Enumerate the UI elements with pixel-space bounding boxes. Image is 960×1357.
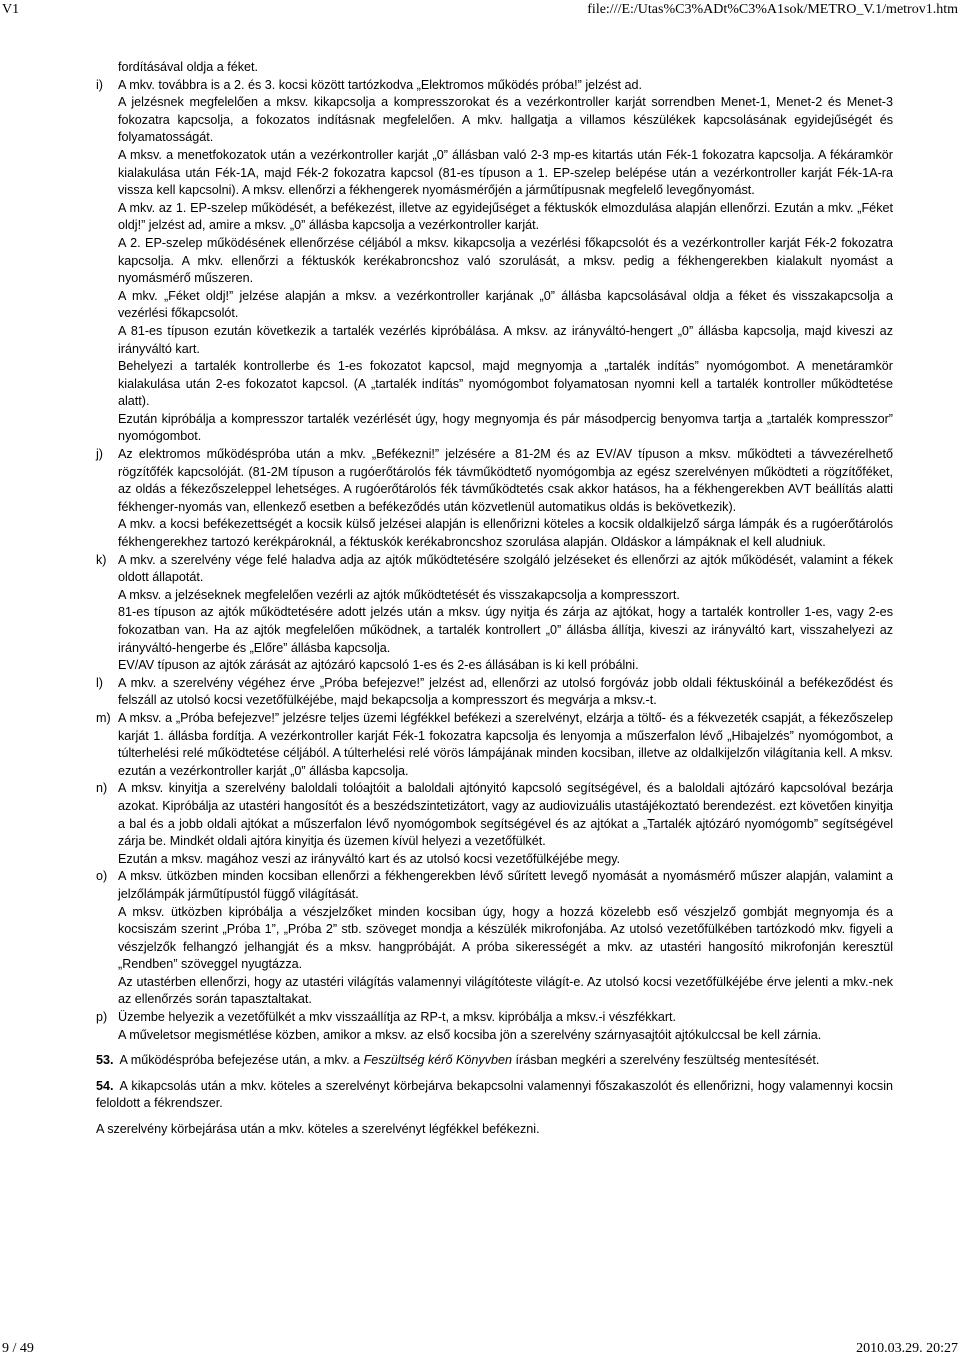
list-text: A mksv. kinyitja a szerelvény baloldali tolóajtóit a baloldali ajtónyitó kapcsoló segítségével, és a baloldali ajtózáró kapcsolóval bezárja azokat. Kipróbálja az utastéri hangosítót és a beszédszintetizátort, vagy az audiovizuális utastájékoztató berendezést. ezt követően kinyitja a bal és a jobb oldali ajtókat a műszerfalon lévő nyomógombok segítségével és az ajtókat a „Tartalék ajtózáró nyomógomb” segítségével zárja be. Mindkét oldali ajtóra kinyitja és üzemen kívül helyezi a vezetőfülkét. <box>118 781 893 849</box>
paragraph: A 2. EP-szelep működésének ellenőrzése céljából a mksv. kikapcsolja a vezérlési főkapcsolót és a vezérkontroller karját Fék-2 fokozatra kapcsolja. A mkv. ellenőrzi a féktuskók kerékabroncshoz való szorulását, a mksv. pedig a fékhengerekben kialakult nyomást a nyomásmérő műszeren. <box>118 235 893 286</box>
paragraph: Ezután a mksv. magához veszi az irányváltó kart és az utolsó kocsi vezetőfülkéjébe megy. <box>118 851 621 866</box>
numbered-section-53 <box>96 1052 893 1070</box>
print-datetime: 2010.03.29. 20:27 <box>856 1341 958 1356</box>
list-text: A mkv. továbbra is a 2. és 3. kocsi között tartózkodva „Elektromos működés próba!” jelzést ad. <box>118 77 643 92</box>
list-item-k <box>96 552 893 587</box>
section-text: A kikapcsolás után a mkv. köteles a szerelvényt körbejárva bekapcsolni valamennyi főszakaszolót és ellenőrizni, hogy valamennyi kocsin feloldott a fékrendszer. <box>96 1078 893 1111</box>
list-text: A mkv. a szerelvény végéhez érve „Próba befejezve!” jelzést ad, ellenőrzi az utolsó forgóváz jobb oldali féktuskóinál a befékeződést és felszáll az utolsó kocsi vezetőfülkéjébe, majd bekapcsolja a kompresszort és megvárja a mksv.-t. <box>118 675 893 708</box>
list-item-l <box>96 675 893 710</box>
list-text: A mkv. a szerelvény vége felé haladva adja az ajtók működtetésére szolgáló jelzéseket és ellenőrzi az ajtók működését, valamint a fékek oldott állapotát. <box>118 552 893 585</box>
paragraph: 81-es típuson az ajtók működtetésére adott jelzés után a mksv. úgy nyitja és zárja az ajtókat, hogy a tartalék kontroller 1-es, vagy 2-es fokozatban van. Ha az ajtók megfelelően működnek, a tartalék kontrollert „0” állásba állítja, kiveszi az irányváltó kart, visszahelyezi az irányváltó-hengerbe és „Előre” állásba kapcsolja. <box>118 605 893 655</box>
section-text: A működéspróba befejezése után, a mkv. a <box>119 1053 364 1068</box>
paragraph: EV/AV típuson az ajtók zárását az ajtózáró kapcsoló 1-es és 2-es állásában is ki kell próbálni. <box>118 658 639 673</box>
paragraph: A szerelvény körbejárása után a mkv. köteles a szerelvényt légfékkel befékezni. <box>96 1122 540 1137</box>
browser-print-footer <box>0 1341 960 1357</box>
section-emphasis: Feszültség kérő Könyvben <box>363 1053 513 1068</box>
page-number: 9 / 49 <box>2 1341 34 1356</box>
paragraph: A 81-es típuson ezután következik a tartalék vezérlés kipróbálása. A mksv. az irányváltó-hengert „0” állásba kapcsolja, majd kiveszi az irányváltó kart. <box>118 323 893 356</box>
list-item-n <box>96 780 893 850</box>
paragraph: fordításával oldja a féket. <box>118 60 259 74</box>
paragraph: A mkv. „Féket oldj!” jelzése alapján a mksv. a vezérkontroller karjának „0” állásba kapcsolásával oldja a féket és visszakapcsolja a vezérlési főkapcsolót. <box>118 288 893 321</box>
list-label: n) <box>96 781 108 796</box>
paragraph: Az utastérben ellenőrzi, hogy az utastéri világítás valamennyi világítótestе világít-e. Az utolsó kocsi vezetőfülkéjébe érve jelenti a mkv.-nek az ellenőrzés során tapasztaltakat. <box>118 974 893 1007</box>
list-text: A mksv. ütközben minden kocsiban ellenőrzi a fékhengerekben lévő sűrített levegő nyomását a nyomásmérő műszer alapján, valamint a jelzőlámpák járműtípustól függő világítását. <box>118 869 893 901</box>
list-item-m <box>96 710 893 780</box>
browser-print-header <box>0 2 960 22</box>
list-label: m) <box>96 710 111 725</box>
paragraph: Ezután kipróbálja a kompresszor tartalék vezérlését úgy, hogy megnyomja és pár másodpercig benyomva tartja a „tartalék kompresszor” nyomógombot. <box>118 411 893 444</box>
list-label: o) <box>96 869 108 884</box>
list-label: j) <box>96 447 103 462</box>
list-text: A mksv. a „Próba befejezve!” jelzésre teljes üzemi légfékkel befékezi a szerelvényt, elzárja a töltő- és a fékvezeték csapját, a fékezőszelep karját 1. állásba fordítja. A vezérkontroller karját Fék-1 fokozatra kapcsolja és lenyomja a műszerfalon lévő „Hibajelzés” nyomógombot, a túlterhelési relé működtetése céljából. A túlterhelési relé vörös lámpájának minden kocsiban, illetve az oldalkijelzőn világítania kell. A mksv. ezután a vezérkontroller karját „0” állásba kapcsolja. <box>118 710 893 778</box>
list-text: Az elektromos működéspróba után a mkv. „Befékezni!” jelzésére a 81-2M és az EV/AV típuson a mksv. működteti a távvezérelhető rögzítőfék kapcsolóját. (81-2M típuson a rugóerőtárolós fék távműködtető nyomógombja az egész szerelvényen működteti a rögzítőféket, az oldás a fékezőszeleppel lehetséges. A rugóerőtárolós fék távműködtetés csak akkor hatásos, ha a fékhengerekben AVT beállítás alatti fékhenger-nyomás van, ellenkező esetben a befékeződés után közvetlenül automatikus oldás is bekövetkezik). <box>118 447 893 514</box>
header-title: V1 <box>2 2 20 17</box>
list-label: p) <box>96 1010 108 1025</box>
list-label: i) <box>96 77 103 92</box>
paragraph: A mkv. a kocsi befékezettségét a kocsik külső jelzései alapján is ellenőrizni köteles a kocsik oldalkijelző sárga lámpák és a rugóerőtárolós fékhengerekhez tartozó kerékpároknál, a féktuskók kerékabroncshoz szorulása alapján. Oldáskor a lámpáknak el kell aludniuk. <box>118 517 893 550</box>
section-number: 53. <box>96 1053 114 1068</box>
list-item-i <box>96 77 893 95</box>
paragraph: A műveletsor megismétlése közben, amikor a mksv. az első kocsiba jön a szerelvény szárnyasajtóit ajtókulccsal be kell zárnia. <box>118 1027 822 1042</box>
paragraph: A mksv. a menetfokozatok után a vezérkontroller karját „0” állásban való 2-3 mp-es kitartás után Fék-1 fokozatra kapcsolja. A fékáramkör kialakulása után Fék-1A, majd Fék-2 fokozatra kapcsol (81-es típuson a 1. EP-szelep belépése után a vezérkontroller karját Fék-1A-ra vissza kell kapcsolni). A mksv. ellenőrzi a fékhengerek nyomásmérőjén a járműtípusnak megfelelő levegőnyomást. <box>118 147 893 198</box>
paragraph: A mksv. a jelzéseknek megfelelően vezérli az ajtók működtetését és visszakapcsolja a kompresszort. <box>118 587 680 602</box>
paragraph: Behelyezi a tartalék kontrollerbe és 1-es fokozatot kapcsol, majd megnyomja a „tartalék indítás” nyomógombot. A menetáramkör kialakulása után 2-es fokozatot kapcsol. (A „tartalék indítás” nyomógombot folyamatosan nyomni kell a tartalék kontroller működtetése alatt). <box>118 359 893 409</box>
list-item-o <box>96 868 893 903</box>
list-text: Üzembe helyezik a vezetőfülkét a mkv visszaállítja az RP-t, a mksv. kipróbálja a mksv.-i vészfékkart. <box>118 1010 677 1025</box>
list-label: k) <box>96 552 107 567</box>
list-item-p <box>96 1009 893 1027</box>
paragraph: A mksv. ütközben kipróbálja a vészjelzőket minden kocsiban úgy, hogy a hozzá közelebb eső vészjelző gombját megnyomja és a kocsiszám szerint „Próba 1”, „Próba 2” stb. szöveget mondja a készülék mikrofonjába. Az utolsó vezetőfülkében tartózkodó mkv. figyeli a vészjelzők felhangzó jelhangját és a mksv. hangpróbáját. A próba sikerességét a mkv. az utastéri hangosító mikrofonján keresztül „Rendben” szöveggel nyugtázza. <box>118 904 893 972</box>
paragraph: A mkv. az 1. EP-szelep működését, a befékezést, illetve az egyidejűséget a féktuskók elmozdulása alapján ellenőrzi. Ezután a mkv. „Féket oldj!” jelzést ad, amire a mksv. „0” állásba kapcsolja a vezérkontroller karját. <box>118 200 893 233</box>
document-body <box>96 59 893 1139</box>
numbered-section-54 <box>96 1078 893 1113</box>
section-number: 54. <box>96 1078 114 1093</box>
header-url: file:///E:/Utas%C3%ADt%C3%A1sok/METRO_V.1/metrov1.htm <box>587 2 958 17</box>
paragraph: A jelzésnek megfelelően a mksv. kikapcsolja a kompresszorokat és a vezérkontroller karját sorrendben Menet-1, Menet-2 és Menet-3 fokozatra kapcsolja, a fokozatos indításnak megfelelően. A mkv. hallgatja a villamos készülékek kapcsolásának egyidejűségét és folyamatosságát. <box>118 95 893 145</box>
list-label: l) <box>96 675 103 690</box>
list-item-j <box>96 446 893 516</box>
section-text: írásban megkéri a szerelvény feszültség mentesítését. <box>512 1053 820 1068</box>
